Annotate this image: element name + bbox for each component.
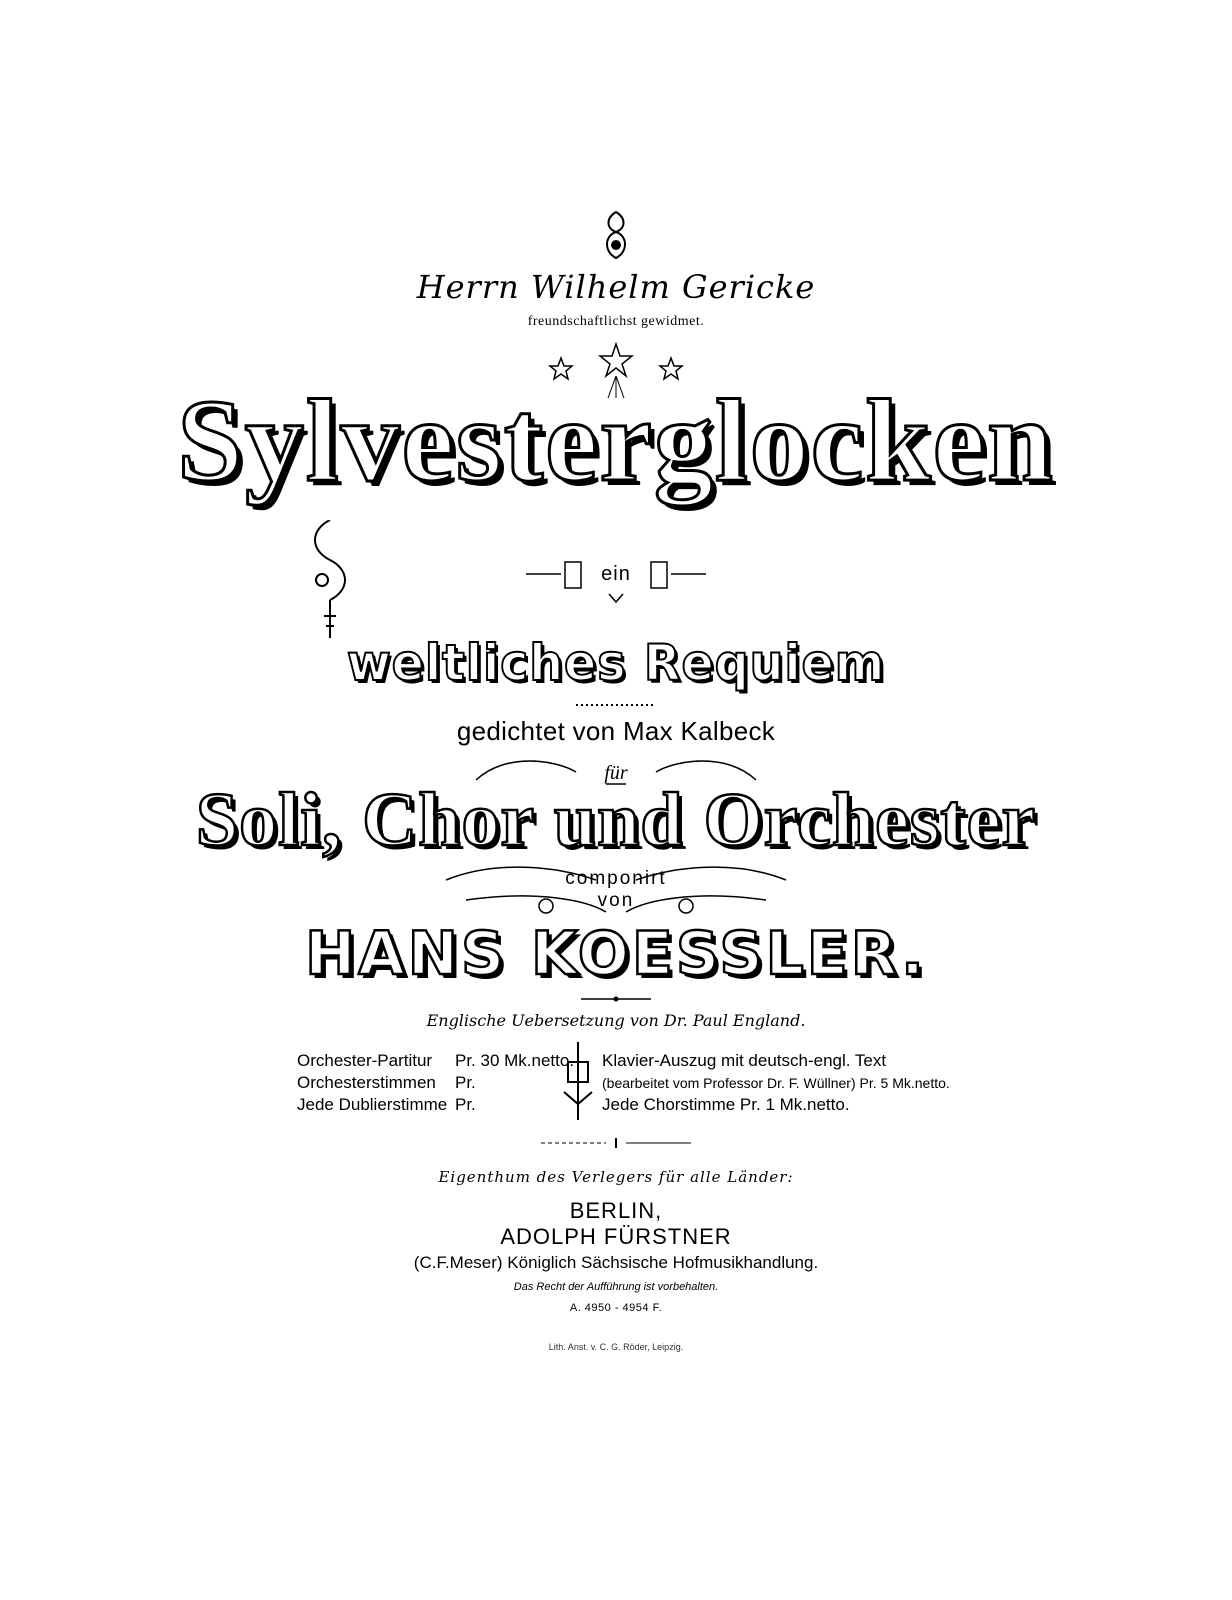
price-list-right [602, 1050, 950, 1116]
price-label: Jede Dublierstimme [297, 1095, 448, 1114]
publisher-note: (C.F.Meser) Königlich Sächsische Hofmusikhandlung. [413, 1253, 819, 1272]
title: Sylvesterglocken [177, 375, 1055, 506]
forces-line: Soli, Chor und Orchester [195, 778, 1037, 862]
translation-credit: Englische Uebersetzung von Dr. Paul England. [426, 1011, 806, 1030]
property-note: Eigenthum des Verlegers für alle Länder: [438, 1168, 794, 1186]
printer-credit: Lith. Anst. v. C. G. Röder, Leipzig. [548, 1342, 684, 1352]
connector-ein: ein [601, 563, 631, 585]
price-value: Pr. 30 Mk.netto. [455, 1051, 575, 1070]
plate-number: A. 4950 - 4954 F. [569, 1302, 663, 1314]
small-divider [0, 996, 1232, 1002]
price-row [297, 1050, 574, 1072]
price-row [297, 1072, 574, 1094]
piano-score-line: Klavier-Auszug mit deutsch-engl. Text [602, 1051, 887, 1070]
long-divider [0, 1138, 1232, 1148]
dedication-note: freundschaftlichst gewidmet. [527, 314, 705, 329]
composer-name: HANS KOESSLER. [305, 919, 927, 989]
chorus-part-line: Jede Chorstimme Pr. 1 Mk.netto. [602, 1095, 850, 1114]
arranger-price-line: (bearbeitet vom Professor Dr. F. Wüllner) Pr. 5 Mk.netto. [602, 1075, 950, 1091]
publisher-name: ADOLPH FÜRSTNER [500, 1224, 732, 1249]
dedication-name: Herrn Wilhelm Gericke [416, 268, 816, 306]
connector-fuer: für [604, 762, 628, 784]
price-label: Orchester-Partitur [297, 1051, 433, 1070]
composed-line: componirt [565, 868, 667, 889]
poet-line: gedichtet von Max Kalbeck [456, 716, 776, 746]
by-line: von [597, 890, 635, 911]
center-bracket-ornament [558, 1042, 598, 1120]
price-row [297, 1094, 574, 1116]
price-list-left [297, 1050, 574, 1116]
top-ornament [0, 210, 1232, 262]
publisher-city: BERLIN, [569, 1198, 663, 1223]
price-label: Orchesterstimmen [297, 1073, 436, 1092]
price-value: Pr. [455, 1095, 476, 1114]
performance-rights: Das Recht der Aufführung ist vorbehalten. [513, 1281, 719, 1293]
dotted-divider [0, 702, 1232, 708]
price-value: Pr. [455, 1073, 476, 1092]
subtitle: weltliches Requiem [346, 634, 886, 692]
